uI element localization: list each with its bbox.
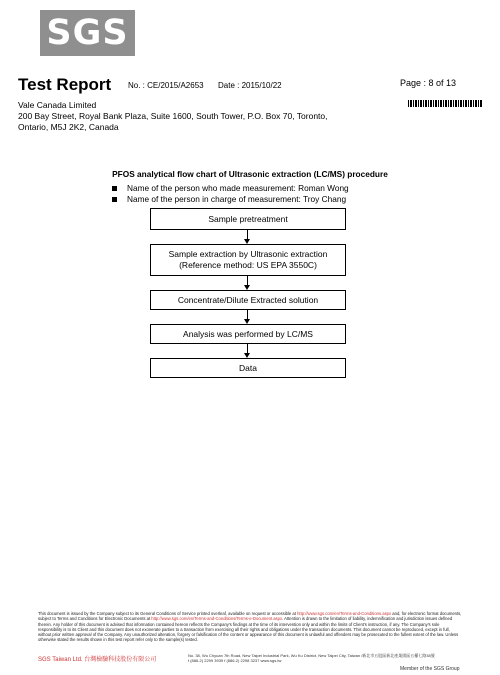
bullet-square-icon [112, 197, 117, 202]
section-heading: PFOS analytical flow chart of Ultrasonic extraction (LC/MS) procedure [112, 169, 388, 179]
report-number: No. : CE/2015/A2653 [128, 81, 204, 90]
member-of-group: Member of the SGS Group [400, 666, 460, 672]
disclaimer: This document is issued by the Company subject to its General Conditions of Service printed overleaf, available on request or accessible at http://www.sgs.com/en/Terms-and-Conditions.aspx and, for electronic format documents, subject to Terms and Conditions for Electronic Documents at http://www.sgs.com/en/Terms-and-Conditions/Terms-e-Document.aspx. Attention is drawn to the limitation of liability, indemnification and jurisdiction issues defined therein. Any holder of this document is advised that information contained hereon reflects the Company's findings at the time of its intervention only and within the limits of Client's instruction, if any. The Company's sole responsibility is to its Client and this document does not exonerate parties to a transaction from exercising all their rights and obligations under the transaction documents. This document cannot be reproduced, except in full, without prior written approval of the Company. Any unauthorized alteration, forgery or falsification of the content or appearance of this document is unlawful and offenders may be prosecuted to the fullest extent of the law. Unless otherwise stated the results shown in this test report refer only to the sample(s) tested. [38, 611, 462, 643]
flow-step-pretreatment: Sample pretreatment [150, 208, 346, 230]
address-line-2: 200 Bay Street, Royal Bank Plaza, Suite 1600, South Tower, P.O. Box 70, Toronto, [18, 111, 328, 121]
flow-step-concentrate: Concentrate/Dilute Extracted solution [150, 290, 346, 310]
barcode [408, 100, 482, 107]
flow-step-extraction: Sample extraction by Ultrasonic extraction (Reference method: US EPA 3550C) [150, 244, 346, 276]
company-name: SGS Taiwan Ltd. 台灣檢驗科技股份有限公司 [38, 657, 157, 663]
page-number: Page : 8 of 13 [400, 78, 457, 88]
flow-step-data: Data [150, 358, 346, 378]
address-line-1: Vale Canada Limited [18, 100, 97, 110]
terms-link[interactable]: http://www.sgs.com/en/Terms-and-Conditions.aspx [297, 611, 392, 616]
page-title: Test Report [18, 75, 112, 94]
report-date: Date : 2015/10/22 [218, 81, 282, 90]
e-document-terms-link[interactable]: http://www.sgs.com/en/Terms-and-Conditions/Terms-e-Document.aspx [151, 616, 283, 622]
sgs-logo: SGS [40, 10, 135, 56]
bullet-square-icon [112, 186, 117, 191]
company-name-chinese: 台灣檢驗科技股份有限公司 [84, 657, 157, 663]
address-line-3: Ontario, M5J 2K2, Canada [18, 122, 119, 132]
company-address: No. 38, Wu Chyuan 7th Road, New Taipei Industrial Park, Wu Ku District, New Taipei City, Taiwan /新北市五股區新北產業園區五權七路38號 t (886-2) 2299 3939 f (886-2) 2298 3237 www.sgs.tw [188, 653, 435, 663]
flow-step-analysis: Analysis was performed by LC/MS [150, 324, 346, 344]
client-address [18, 100, 328, 133]
bullet-item: Name of the person in charge of measurement: Troy Chang [112, 194, 346, 204]
bullet-item: Name of the person who made measurement: Roman Wong [112, 183, 349, 193]
